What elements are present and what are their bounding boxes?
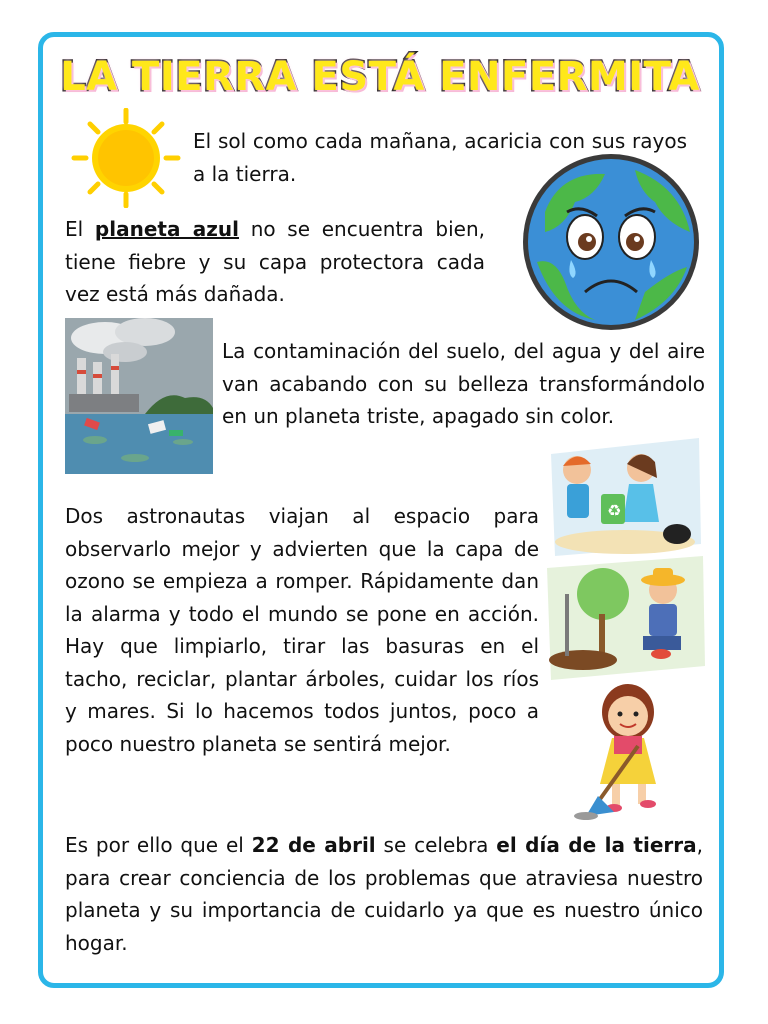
paragraph-sun-text: El sol como cada mañana, acaricia con sus rayos a la tierra. xyxy=(193,129,687,186)
earth-day-text-c: , para crear conciencia de los problemas que atraviesa nuestro planeta y su importancia de cuidarlo ya que es nuestro único hogar. xyxy=(65,833,703,955)
earth-day-text-a: Es por ello que el xyxy=(65,833,252,857)
earth-day-text-b: se celebra xyxy=(375,833,497,857)
svg-text:♻: ♻ xyxy=(607,501,622,520)
boy-planting-illustration xyxy=(543,554,709,684)
girl-sweeping-illustration xyxy=(568,676,694,822)
paragraph-earth-day xyxy=(65,829,703,959)
paragraph-sun xyxy=(193,125,687,190)
paragraph-pollution xyxy=(222,335,705,433)
earth-day-event: el día de la tierra xyxy=(496,833,697,857)
page-title: LA TIERRA ESTÁ ENFERMITA xyxy=(60,54,700,100)
kids-recycling-illustration xyxy=(545,434,705,560)
earth-day-date: 22 de abril xyxy=(251,833,376,857)
paragraph-astronauts xyxy=(65,500,539,760)
title-banner xyxy=(62,50,698,104)
blue-planet-term: planeta azul xyxy=(94,217,239,241)
sun-icon xyxy=(68,108,184,208)
paragraph-blue-planet xyxy=(65,213,485,311)
paragraph-pollution-text: La contaminación del suelo, del agua y del aire van acabando con su belleza transformándolo en un planeta triste, apagado sin color. xyxy=(222,339,705,428)
paragraph-blue-planet-post: no se encuentra bien, tiene fiebre y su capa protectora cada vez está más dañada. xyxy=(65,217,485,306)
pollution-illustration xyxy=(65,318,213,474)
paragraph-astronauts-text: Dos astronautas viajan al espacio para observarlo mejor y advierten que la capa de ozono se empieza a romper. Rápidamente dan la alarma y todo el mundo se pone en acción. Hay que limpiarlo, tirar las basuras en el tacho, reciclar, plantar árboles, cuidar los ríos y mares. Si lo hacemos todos juntos, poco a poco nuestro planeta se sentirá mejor. xyxy=(65,504,539,756)
paragraph-blue-planet-pre: El xyxy=(65,217,95,241)
